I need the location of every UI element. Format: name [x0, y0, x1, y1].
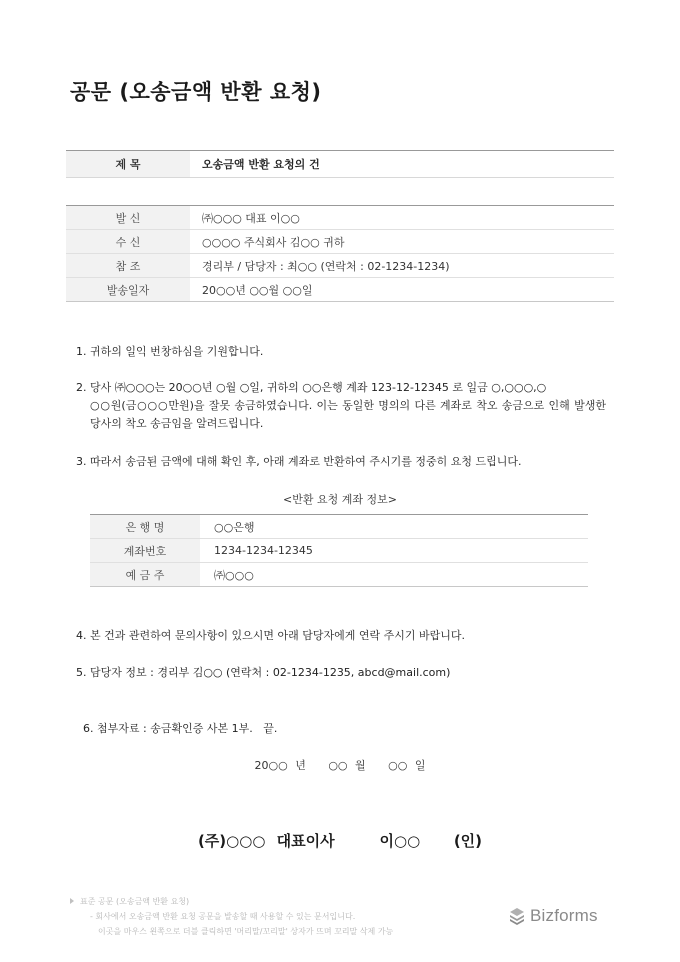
bizforms-logo-text: Bizforms: [530, 906, 598, 925]
account-table: [90, 514, 588, 587]
account-value: ○○은행: [200, 515, 588, 539]
paragraph-2: [76, 379, 606, 433]
triangle-bullet-icon: [70, 898, 74, 904]
paragraph-5: [76, 664, 606, 682]
account-label: 예 금 주: [90, 563, 200, 587]
document-date: 20○○ 년 ○○ 월 ○○ 일: [254, 759, 426, 772]
paragraph-text: 귀하의 일익 번창하심을 기원합니다.: [90, 345, 264, 358]
paragraph-3: [76, 453, 606, 471]
meta-value: ○○○○ 주식회사 김○○ 귀하: [190, 230, 614, 254]
paragraph-4: [76, 627, 606, 645]
account-value: ㈜○○○: [200, 563, 588, 587]
meta-row-date: [66, 278, 614, 302]
bizforms-logo: [508, 906, 598, 926]
account-row-bank: [90, 515, 588, 539]
paragraph-text-rest: ○○원(금○○○만원)을 잘못 송금하였습니다. 이는 동일한 명의의 다른 계좌로 착오 송금으로 인해 발생한 당사의 착오 송금임을 알려드립니다.: [90, 399, 606, 430]
footer-note-line3: 이곳을 마우스 왼쪽으로 더블 클릭하면 '머리말/꼬리말' 상자가 뜨며 꼬리말 삭제 가능: [98, 927, 394, 936]
account-label: 은 행 명: [90, 515, 200, 539]
signature-line: (주)○○○ 대표이사 이○○ (인): [197, 832, 483, 850]
paragraph-text: 따라서 송금된 금액에 대해 확인 후, 아래 계좌로 반환하여 주시기를 정중히 요청 드립니다.: [90, 455, 522, 468]
meta-label: 발 신: [66, 206, 190, 230]
document-title: 공문 (오송금액 반환 요청): [70, 80, 322, 104]
paragraph-text-line1: 당사 ㈜○○○는 20○○년 ○월 ○일, 귀하의 ○○은행 계좌 123-12-12345 로 일금 ○,○○○,○: [90, 381, 547, 394]
meta-table: [66, 205, 614, 302]
meta-label: 발송일자: [66, 278, 190, 302]
subject-row: [66, 151, 614, 178]
paragraph-6: [76, 702, 606, 738]
meta-label: 수 신: [66, 230, 190, 254]
account-row-holder: [90, 563, 588, 587]
account-label: 계좌번호: [90, 539, 200, 563]
paragraph-number: 4.: [76, 629, 87, 642]
paragraph-text: 담당자 정보 : 경리부 김○○ (연락처 : 02-1234-1235, abcd@mail.com): [90, 666, 451, 679]
footer-note-line2: - 회사에서 오송금액 반환 요청 공문을 발송할 때 사용할 수 있는 문서입니다.: [90, 912, 356, 921]
paragraph-number: 6.: [83, 722, 94, 735]
bizforms-logo-icon: [508, 907, 526, 925]
meta-value: 20○○년 ○○월 ○○일: [190, 278, 614, 302]
meta-value: 경리부 / 담당자 : 최○○ (연락처 : 02-1234-1234): [190, 254, 614, 278]
footer-note-line1: 표준 공문 (오송금액 반환 요청): [70, 894, 393, 909]
meta-label: 참 조: [66, 254, 190, 278]
account-row-number: [90, 539, 588, 563]
footer-note[interactable]: [70, 894, 393, 939]
paragraph-text: 첨부자료 : 송금확인증 사본 1부. 끝.: [97, 722, 278, 735]
account-value: 1234-1234-12345: [200, 539, 588, 563]
paragraph-number: 5.: [76, 666, 87, 679]
paragraph-text: 본 건과 관련하여 문의사항이 있으시면 아래 담당자에게 연락 주시기 바랍니다.: [90, 629, 465, 642]
subject-label: 제 목: [66, 151, 190, 178]
meta-row-sender: [66, 206, 614, 230]
paragraph-number: 2.: [76, 381, 87, 394]
paragraph-number: 3.: [76, 455, 87, 468]
meta-row-reference: [66, 254, 614, 278]
meta-value: ㈜○○○ 대표 이○○: [190, 206, 614, 230]
paragraph-1: [76, 343, 606, 361]
subject-table: [66, 150, 614, 178]
paragraph-number: 1.: [76, 345, 87, 358]
account-caption: <반환 요청 계좌 정보>: [283, 493, 397, 506]
subject-value: 오송금액 반환 요청의 건: [190, 151, 614, 178]
meta-row-recipient: [66, 230, 614, 254]
